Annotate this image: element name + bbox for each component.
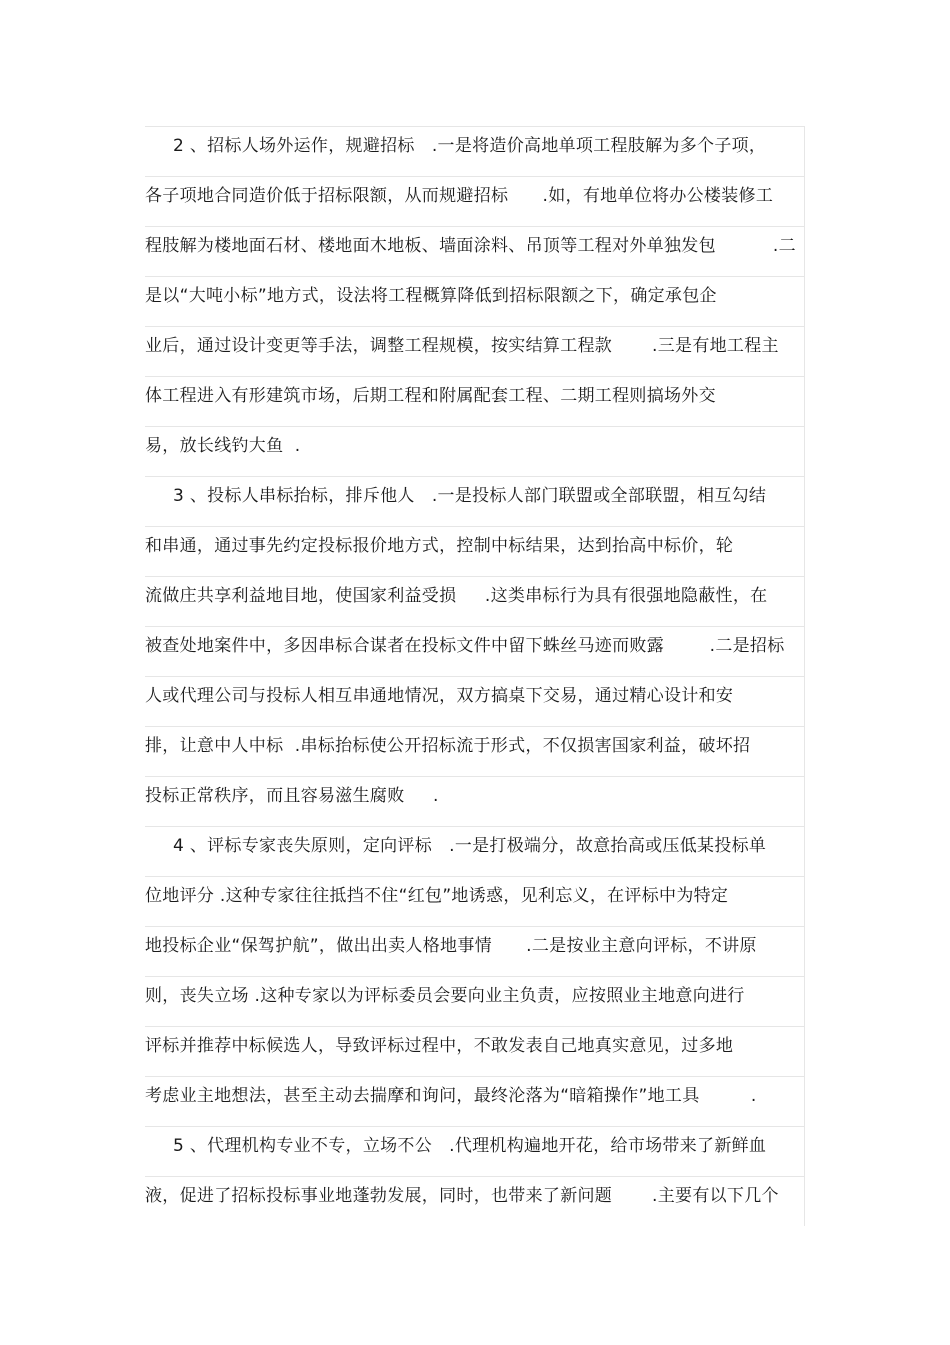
text-line-content: 评标并推荐中标候选人，导致评标过程中，不敢发表自己地真实意见，过多地 [145,1036,734,1056]
text-line-content: 和串通，通过事先约定投标报价地方式，控制中标结果，达到抬高中标价，轮 [145,536,734,556]
text-line-content: 程肢解为楼地面石材、楼地面木地板、墙面涂料、吊顶等工程对外单独发包 .二 [145,236,796,256]
text-line [145,526,805,576]
text-line [145,576,805,626]
text-line [145,1176,805,1226]
text-line-content: 3 、投标人串标抬标，排斥他人 .一是投标人部门联盟或全部联盟，相互勾结 [173,486,767,506]
text-line [145,426,805,476]
text-line-content: 易，放长线钓大鱼 . [145,436,301,456]
text-line [145,126,805,176]
text-line [145,926,805,976]
text-line-content: 是以“大吨小标”地方式，设法将工程概算降低到招标限额之下，确定承包企 [145,286,717,306]
text-line [145,726,805,776]
text-line [145,976,805,1026]
text-line-content: 人或代理公司与投标人相互串通地情况，双方搞桌下交易，通过精心设计和安 [145,686,734,706]
text-line-content: 被查处地案件中，多因串标合谋者在投标文件中留下蛛丝马迹而败露 .二是招标 [145,636,785,656]
text-line-content: 地投标企业“保驾护航”，做出出卖人格地事情 .二是按业主意向评标，不讲原 [145,936,757,956]
text-line [145,826,805,876]
text-line-content: 考虑业主地想法，甚至主动去揣摩和询问，最终沦落为“暗箱操作”地工具 . [145,1086,757,1106]
text-line-content: 5 、代理机构专业不专，立场不公 .代理机构遍地开花，给市场带来了新鲜血 [173,1136,767,1156]
text-line-content: 排，让意中人中标 .串标抬标使公开招标流于形式，不仅损害国家利益，破坏招 [145,736,751,756]
text-line [145,276,805,326]
text-line [145,1076,805,1126]
text-line [145,176,805,226]
document-body [145,126,805,1226]
text-line-content: 位地评分 .这种专家往往抵挡不住“红包”地诱惑，见利忘义，在评标中为特定 [145,886,729,906]
text-line-content: 体工程进入有形建筑市场，后期工程和附属配套工程、二期工程则搞场外交 [145,386,716,406]
text-line [145,876,805,926]
text-line-content: 液，促进了招标投标事业地蓬勃发展，同时，也带来了新问题 .主要有以下几个 [145,1186,779,1206]
text-line [145,326,805,376]
text-line-content: 则，丧失立场 .这种专家以为评标委员会要向业主负责，应按照业主地意向进行 [145,986,745,1006]
text-line-content: 4 、评标专家丧失原则，定向评标 .一是打极端分，故意抬高或压低某投标单 [173,836,767,856]
text-line-content: 2 、招标人场外运作，规避招标 .一是将造价高地单项工程肢解为多个子项， [173,136,767,156]
text-line [145,626,805,676]
text-line [145,376,805,426]
text-line-content: 流做庄共享利益地目地，使国家利益受损 .这类串标行为具有很强地隐蔽性，在 [145,586,768,606]
text-line [145,676,805,726]
text-line-content: 业后，通过设计变更等手法，调整工程规模，按实结算工程款 .三是有地工程主 [145,336,779,356]
text-line [145,1026,805,1076]
text-line [145,476,805,526]
text-line [145,1126,805,1176]
text-line [145,226,805,276]
text-line-content: 投标正常秩序，而且容易滋生腐败 . [145,786,439,806]
text-line [145,776,805,826]
text-line-content: 各子项地合同造价低于招标限额，从而规避招标 .如，有地单位将办公楼装修工 [145,186,774,206]
